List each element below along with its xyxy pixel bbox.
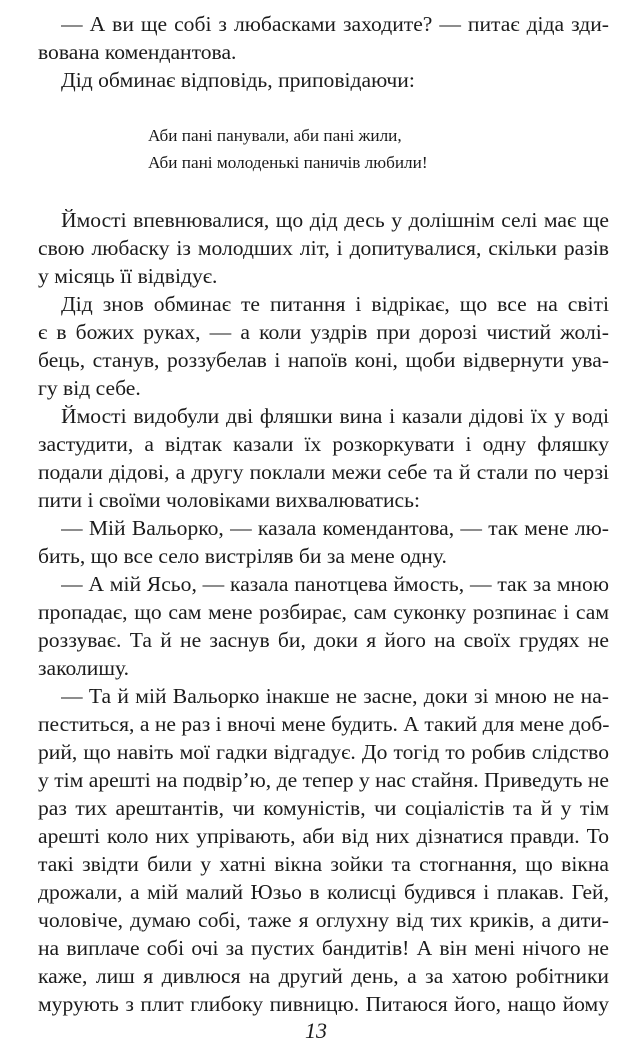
text-line: рий, що навіть мої гадки відгадує. До тогід то робив слідство [38,740,609,764]
text-line: роззуває. Та й не заснув би, доки я його на своїх грудях не [38,628,609,652]
text-line: подали дідові, а другу поклали межи себе та й стали по черзі [38,460,609,484]
text-line: вована комендантова. [38,40,237,64]
text-line: Ймості видобули дві фляшки вина і казали дідові їх у воді [61,404,609,428]
text-line: є в божих руках, — а коли уздрів при дорозі чистий жолі- [38,320,609,344]
text-line: гу від себе. [38,376,141,400]
text-line: пропадає, що сам мене розбирає, сам суконку розпинає і сам [38,600,609,624]
text-line: бить, що все село вистріляв би за мене одну. [38,544,447,568]
text-line: бець, станув, роззубелав і напоїв коні, щоби відвернути ува- [38,348,609,372]
text-line: арешті коло них упрівають, аби від них дізнатися правди. То [38,824,609,848]
verse-line: Аби пані панували, аби пані жили, [148,126,402,145]
text-line: каже, лиш я дивлюся на другий день, а за хатою робітники [38,964,609,988]
text-line: — А ви ще собі з любасками заходите? — питає діда зди- [61,12,609,36]
text-line: Дід обминає відповідь, приповідаючи: [61,68,415,92]
text-line: — Мій Вальорко, — казала комендантова, — так мене лю- [61,516,609,540]
text-line: застудити, а відтак казали їх розкоркувати і одну фляшку [38,432,609,456]
text-line: у тім арешті на подвір’ю, де тепер у нас стайня. Приведуть не [38,768,609,792]
text-line: такі звідти били у хатні вікна зойки та стогнання, що вікна [38,852,609,876]
text-line: дрожали, а мій малий Юзьо в колисці будився і плакав. Гей, [38,880,609,904]
text-line: Дід знов обминає те питання і відрікає, що все на світі [61,292,609,316]
text-line: пити і своїми чоловіками вихвалюватись: [38,488,420,512]
verse-line: Аби пані молоденькі паничів любили! [148,153,428,172]
text-line: пеститься, а не раз і вночі мене будить. А такий для мене доб- [38,712,609,736]
text-line: свою любаску із молодших літ, і допитувалися, скільки разів [38,236,609,260]
text-line: — А мій Ясьо, — казала панотцева ймость, — так за мною [61,572,609,596]
text-line: мурують з плит глибоку пивницю. Питаюся його, нащо йому [38,992,609,1016]
text-line: на виплаче собі очі за пустих бандитів! А він мені нічого не [38,936,609,960]
page-number: 13 [305,1018,327,1043]
text-line: у місяць її відвідує. [38,264,218,288]
text-line: раз тих арештантів, чи комуністів, чи соціалістів та й у тім [38,796,609,820]
text-line: чоловіче, думаю собі, таже я оглухну від тих криків, а дити- [38,908,609,932]
text-line: Ймості впевнювалися, що дід десь у долішнім селі має ще [61,208,609,232]
text-line: заколишу. [38,656,130,680]
text-line: — Та й мій Вальорко інакше не засне, доки зі мною не на- [61,684,609,708]
